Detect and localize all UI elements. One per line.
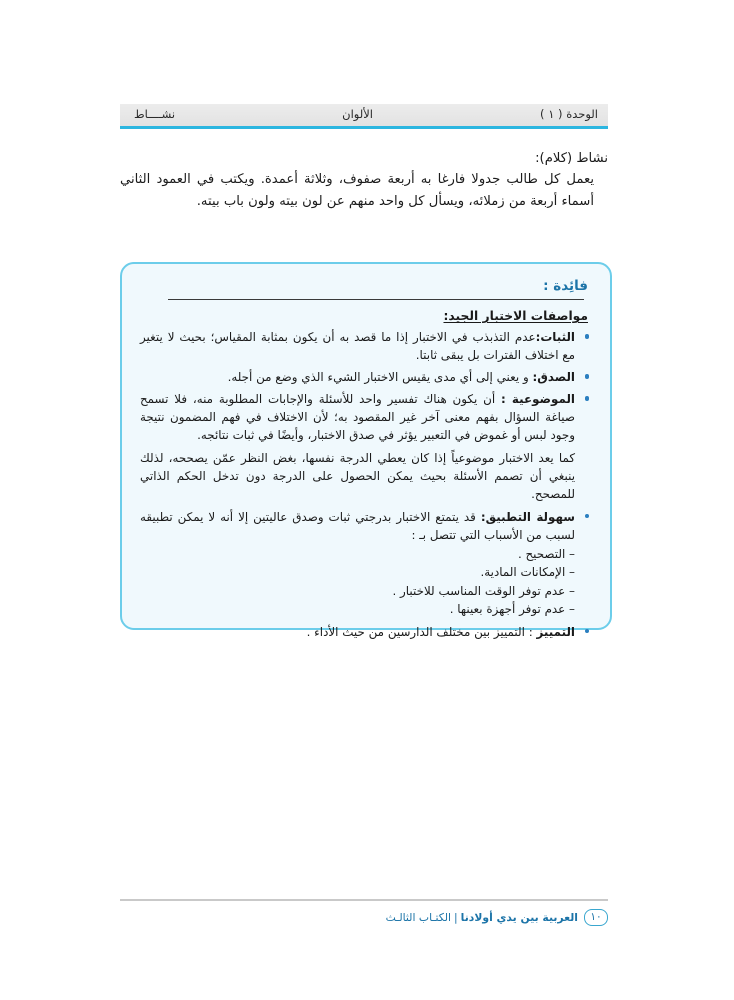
list-item [140, 390, 590, 444]
activity-intro-lead: نشاط (كلام): [535, 151, 608, 166]
info-box-title: فائِدة : [543, 278, 588, 294]
list-item: – الإمكانات المادية. [480, 565, 575, 580]
spec-text: و يعني إلى أي مدى يقيس الاختبار الشيء الذي وضع من أجله. [227, 370, 533, 385]
application-list [140, 508, 590, 641]
footer-rule [120, 899, 608, 901]
footer-series-title [386, 911, 578, 924]
header-activity-label: نشــــاط [134, 107, 176, 122]
activity-intro-body: يعمل كل طالب جدولا فارغا به أربعة صفوف، وثلاثة أعمدة. ويكتب في العمود الثاني أسماء أربعة من زملائه، ويسأل كل واحد منهم عن لون بيته ولون باب بيته. [120, 172, 594, 209]
activity-intro [120, 148, 608, 212]
specification-list [140, 328, 590, 445]
header-lesson-title: الألوان [342, 107, 373, 122]
info-box-subheading: مواصفات الاختبار الجيد: [443, 309, 588, 323]
list-item [140, 508, 590, 619]
list-item: – عدم توفر الوقت المناسب للاختبار . [392, 583, 575, 598]
spec-term: الثبات: [535, 330, 575, 344]
list-item [140, 623, 590, 641]
spec-text: قد يتمتع الاختبار بدرجتي ثبات وصدق عاليتين إلا أنه لا يمكن تطبيقه لسبب من الأسباب التي تتصل بـ : [140, 509, 575, 542]
list-item [140, 368, 590, 386]
spec-term: الصدق: [532, 370, 575, 385]
info-box-title-rule [168, 299, 584, 300]
footer-separator: | [454, 910, 458, 924]
page-number: ١٠ [584, 909, 608, 926]
list-item: – عدم توفر أجهزة بعينها . [449, 602, 575, 617]
spec-term: الموضوعية : [500, 392, 575, 407]
footer-book-label: الكتـاب الثالـث [385, 910, 452, 924]
application-reasons-list [140, 545, 575, 619]
spec-term: التمييز [536, 624, 575, 639]
spec-text: : التمييز بين مختلف الدارسين من حيث الأداء . [306, 624, 537, 639]
footer-series-label: العربية بين يدي أولادنا [460, 910, 578, 924]
info-box [120, 262, 612, 639]
spec-text: عدم التذبذب في الاختبار إذا ما قصد به أن يكون بمثابة المقياس؛ بحيث لا يتغير مع اختلاف الفترات بل يبقى ثابتا. [140, 330, 575, 363]
page-footer [120, 906, 608, 928]
list-item [140, 328, 590, 364]
objectivity-note: كما يعد الاختبار موضوعياً إذا كان يعطي الدرجة نفسها، بغض النظر عمّن يصححه، لذلك ينبغي أن تصمم الأسئلة بحيث يمكن الحصول على الدرجة دون تدخل الحكم الذاتي للمصحح. [140, 450, 575, 501]
header-unit-label: الوحدة ( ١ ) [540, 107, 598, 122]
spec-term: سهولة التطبيق: [480, 509, 575, 524]
header-accent-rule [120, 126, 608, 129]
running-header [120, 104, 608, 126]
spec-text: أن يكون هناك تفسير واحد للأسئلة والإجابات المطلوبة منه، فلا تسمح صياغة السؤال بفهم معنى آخر غير المقصود به؛ لأن الاختلاف في فهم المضمون نتيجة وجود لبس أو غموض في التعبير يؤثر في صدق الاختبار، وأيضًا في ثبات نتائجه. [140, 392, 575, 443]
list-item: – التصحيح . [517, 547, 575, 562]
